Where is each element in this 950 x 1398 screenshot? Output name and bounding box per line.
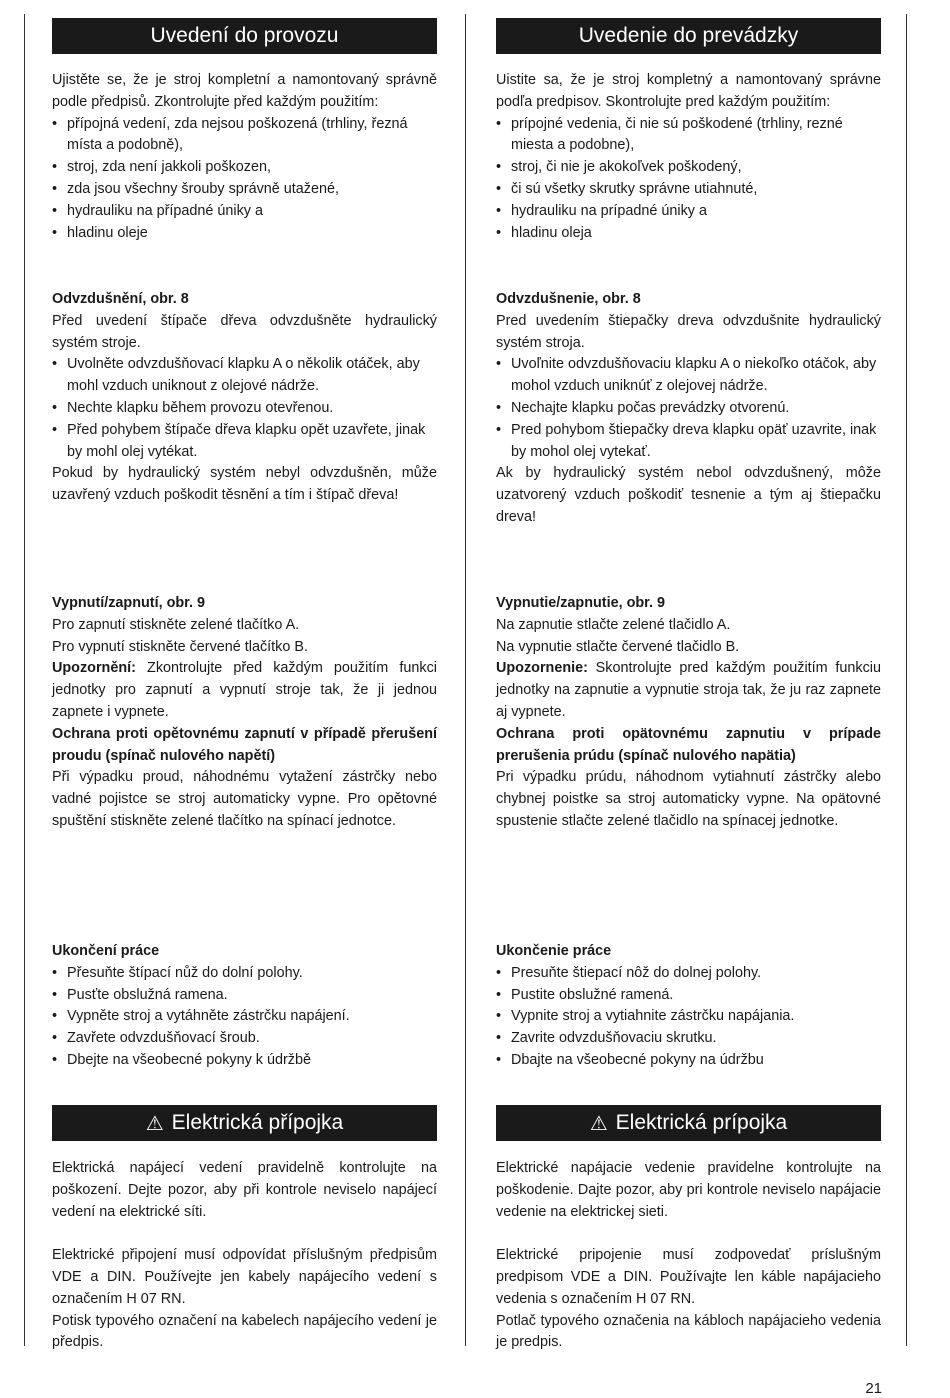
finish-title: Ukončenie práce	[496, 943, 612, 959]
venting-steps	[52, 354, 437, 463]
list-item: • Pusťte obslužná ramena.	[52, 985, 437, 1007]
switch-section	[496, 593, 881, 833]
venting-section	[52, 289, 437, 507]
warning-triangle-icon: ⚠	[145, 1112, 164, 1135]
switch-note	[496, 658, 881, 723]
switch-off-text: Na vypnutie stlačte červené tlačidlo B.	[496, 638, 740, 655]
left-border-line	[24, 14, 25, 1346]
section-heading-electric: ⚠ Elektrická prípojka	[496, 1105, 881, 1141]
commissioning-section	[52, 70, 437, 244]
list-item: • zda jsou všechny šrouby správně utažené,	[52, 179, 437, 201]
commissioning-section	[496, 70, 881, 244]
list-item: • či sú všetky skrutky správne utiahnuté,	[496, 179, 881, 201]
electric-paragraph: Potlač typového označenia na kábloch napájacieho vedenia je predpis.	[496, 1312, 881, 1351]
venting-title: Odvzdušnenie, obr. 8	[496, 291, 641, 307]
commissioning-checklist	[496, 114, 881, 245]
finish-title: Ukončení práce	[52, 943, 160, 959]
list-item: • Dbajte na všeobecné pokyny na údržbu	[496, 1050, 881, 1072]
finish-steps	[496, 963, 881, 1072]
switch-note	[52, 658, 437, 723]
switch-title: Vypnutí/zapnutí, obr. 9	[52, 595, 205, 611]
list-item: • Pustite obslužné ramená.	[496, 985, 881, 1007]
note-label: Upozornenie:	[496, 660, 588, 677]
electric-paragraph: Elektrické připojení musí odpovídat příslušným předpisům VDE a DIN. Používejte jen kabely napájecího vedení s označením H 07 RN.	[52, 1247, 437, 1307]
right-border-line	[906, 14, 907, 1346]
switch-section	[52, 593, 437, 833]
list-item: • Zavřete odvzdušňovací šroub.	[52, 1028, 437, 1050]
list-item: • Uvolněte odvzdušňovací klapku A o několik otáček, aby mohl vzduch uniknout z olejové nádrže.	[52, 354, 437, 398]
list-item: • Vypněte stroj a vytáhněte zástrčku napájení.	[52, 1006, 437, 1028]
section-heading-commissioning: Uvedení do provozu	[52, 18, 437, 54]
note-text: Skontrolujte pred každým použitím funkciu jednotky na zapnutie a vypnutie stroja tak, že ju raz zapnete aj vypnete.	[496, 660, 881, 720]
commissioning-intro: Uistite sa, že je stroj kompletný a namontovaný správne podľa predpisov. Skontrolujte pred každým použitím:	[496, 72, 881, 110]
finish-steps	[52, 963, 437, 1072]
venting-title: Odvzdušnění, obr. 8	[52, 291, 189, 307]
list-item: • Dbejte na všeobecné pokyny k údržbě	[52, 1050, 437, 1072]
list-item: • stroj, či nie je akokoľvek poškodený,	[496, 157, 881, 179]
electric-paragraph: Elektrické pripojenie musí zodpovedať príslušným predpisom VDE a DIN. Používajte len káble napájacieho vedenia s označením H 07 RN.	[496, 1247, 881, 1307]
protection-text: Při výpadku proud, náhodnému vytažení zástrčky nebo vadné pojistce se stroj automaticky vypne. Pro opětovné spuštění stiskněte zelené tlačítko na spínací jednotce.	[52, 769, 437, 829]
list-item: • přípojná vedení, zda nejsou poškozená (trhliny, řezná místa a podobně),	[52, 114, 437, 158]
protection-title: Ochrana proti opětovnému zapnutí v případě přerušení proudu (spínač nulového napětí)	[52, 725, 437, 764]
venting-steps	[496, 354, 881, 463]
protection-text: Pri výpadku prúdu, náhodnom vytiahnutí zástrčky alebo chybnej poistke sa stroj automaticky vypne. Na opätovné spustenie stlačte zelené tlačidlo na spínacej jednotke.	[496, 769, 881, 829]
list-item: • stroj, zda není jakkoli poškozen,	[52, 157, 437, 179]
electric-section	[52, 1158, 437, 1354]
list-item: • Zavrite odvzdušňovaciu skrutku.	[496, 1028, 881, 1050]
page-number: 21	[865, 1380, 882, 1397]
section-heading-electric: ⚠ Elektrická přípojka	[52, 1105, 437, 1141]
list-item: • Nechte klapku během provozu otevřenou.	[52, 398, 437, 420]
finish-section	[496, 941, 881, 1072]
warning-triangle-icon: ⚠	[589, 1112, 608, 1135]
venting-outro: Ak by hydraulický systém nebol odvzdušnený, môže uzatvorený vzduch poškodiť tesnenie a tým aj štiepačku dreva!	[496, 465, 881, 525]
venting-text: Před uvedení štípače dřeva odvzdušněte hydraulický systém stroje.	[52, 312, 437, 351]
switch-on-text: Na zapnutie stlačte zelené tlačidlo A.	[496, 616, 731, 633]
venting-section	[496, 289, 881, 529]
note-text: Zkontrolujte před každým použitím funkci jednotky pro zapnutí a vypnutí stroje tak, že ji jednou zapnete i vypnete.	[52, 660, 437, 720]
venting-text: Pred uvedením štiepačky dreva odvzdušnite hydraulický systém stroja.	[496, 312, 881, 351]
list-item: • Pred pohybom štiepačky dreva klapku opäť uzavrite, inak by mohol olej vytekať.	[496, 420, 881, 464]
finish-section	[52, 941, 437, 1072]
section-heading-commissioning: Uvedenie do prevádzky	[496, 18, 881, 54]
list-item: • prípojné vedenia, či nie sú poškodené (trhliny, rezné miesta a podobne),	[496, 114, 881, 158]
list-item: • Přesuňte štípací nůž do dolní polohy.	[52, 963, 437, 985]
protection-title: Ochrana proti opätovnému zapnutiu v prípade prerušenia prúdu (spínač nulového napätia)	[496, 725, 881, 764]
list-item: • hydrauliku na případné úniky a	[52, 201, 437, 223]
list-item: • Nechajte klapku počas prevádzky otvorenú.	[496, 398, 881, 420]
list-item: • hydrauliku na prípadné úniky a	[496, 201, 881, 223]
note-label: Upozornění:	[52, 660, 136, 677]
list-item: • Presuňte štiepací nôž do dolnej polohy.	[496, 963, 881, 985]
electric-paragraph: Elektrická napájecí vedení pravidelně kontrolujte na poškození. Dejte pozor, aby při kontrole neviselo napájecí vedení na elektrické síti.	[52, 1160, 437, 1220]
electric-paragraph: Potisk typového označení na kabelech napájecího vedení je předpis.	[52, 1312, 437, 1351]
switch-on-text: Pro zapnutí stiskněte zelené tlačítko A.	[52, 616, 300, 633]
commissioning-intro: Ujistěte se, že je stroj kompletní a namontovaný správně podle předpisů. Zkontrolujte před každým použitím:	[52, 72, 437, 110]
list-item: • hladinu oleja	[496, 223, 881, 245]
list-item: • Vypnite stroj a vytiahnite zástrčku napájania.	[496, 1006, 881, 1028]
venting-outro: Pokud by hydraulický systém nebyl odvzdušněn, může uzavřený vzduch poškodit těsnění a tím i štípač dřeva!	[52, 465, 437, 504]
electric-section	[496, 1158, 881, 1354]
switch-off-text: Pro vypnutí stiskněte červené tlačítko B.	[52, 638, 308, 655]
column-divider-line	[465, 14, 466, 1346]
electric-paragraph: Elektrické napájacie vedenie pravidelne kontrolujte na poškodenie. Dajte pozor, aby pri kontrole neviselo napájacie vedenie na elektrickej sieti.	[496, 1160, 881, 1220]
list-item: • Uvoľnite odvzdušňovaciu klapku A o niekoľko otáčok, aby mohol vzduch uniknúť z olejovej nádrže.	[496, 354, 881, 398]
list-item: • Před pohybem štípače dřeva klapku opět uzavřete, jinak by mohl olej vytékat.	[52, 420, 437, 464]
switch-title: Vypnutie/zapnutie, obr. 9	[496, 595, 665, 611]
commissioning-checklist	[52, 114, 437, 245]
list-item: • hladinu oleje	[52, 223, 437, 245]
